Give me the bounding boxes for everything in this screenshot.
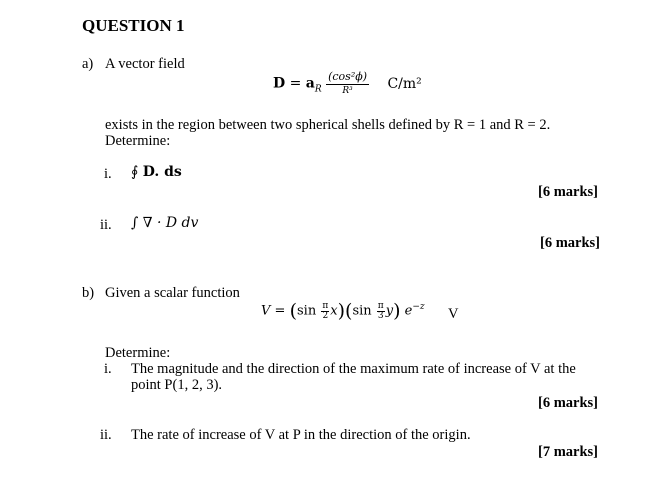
equation-denominator: R³ [342, 86, 353, 96]
part-b-item-ii-line1: The rate of increase of V at P in the direction of the origin. [131, 427, 471, 443]
equation-fraction [326, 70, 369, 97]
part-b-item-ii-marks: [7 marks] [537, 444, 598, 460]
part-a-determine: Determine: [105, 133, 171, 149]
equation-numerator: (cos²ϕ) [328, 70, 368, 83]
part-b-item-ii-num: ii. [100, 427, 112, 443]
function-sin-2: sin [352, 303, 372, 319]
vector-field-equation [273, 70, 422, 97]
part-a-intro: A vector field [105, 56, 185, 72]
region-text: exists in the region between two spherical shells defined by R = 1 and R = 2. [105, 117, 551, 133]
function-fraction-2 [377, 302, 385, 321]
closed-integral-symbol: ∮ [131, 164, 139, 180]
part-a-label: a) [82, 56, 94, 72]
part-b-intro: Given a scalar function [105, 285, 240, 301]
equation-equals: = [289, 75, 302, 92]
part-a-item-i-expr [131, 164, 182, 180]
function-equals: = [274, 303, 286, 319]
question-title: QUESTION 1 [82, 16, 185, 35]
equation-unit: C/m² [387, 75, 422, 92]
function-fraction-1 [321, 302, 329, 321]
function-pi-2: π [377, 300, 384, 311]
part-b-item-i-num: i. [104, 361, 112, 377]
scalar-function-equation: V = (sin $\frac{\pi}{2}$ x)(sin $\frac{\pi}{3}$ y) $e^{-z}$ [261, 300, 425, 322]
equation-lhs: D [273, 75, 286, 92]
equation-unit-vector: a [305, 75, 315, 92]
part-b-item-i-line1: The magnitude and the direction of the maximum rate of increase of V at the [131, 361, 576, 377]
function-var-2: y [385, 303, 394, 319]
integral-symbol: ∫ [131, 215, 139, 231]
function-pi-1: π [322, 300, 329, 311]
part-a-item-ii-expr [131, 215, 198, 231]
equation-unit-vector-sub: R [314, 84, 322, 95]
part-a-item-i-marks: [6 marks] [537, 184, 598, 200]
part-a-item-ii-marks: [6 marks] [539, 235, 600, 251]
function-lhs: V [261, 303, 271, 319]
part-a-item-i-num: i. [104, 166, 112, 182]
part-b-label: b) [82, 285, 95, 301]
function-var-1: x [330, 303, 338, 319]
function-sin-1: sin [297, 303, 317, 319]
function-unit: V [448, 306, 459, 322]
part-b-determine: Determine: [105, 345, 171, 361]
function-exp-base: e [404, 303, 413, 319]
part-a-item-ii-body: ∇ · D dv [142, 215, 199, 231]
function-den-2: 3 [377, 310, 384, 321]
function-exp-power: −z [412, 302, 425, 313]
function-den-1: 2 [322, 310, 329, 321]
part-b-item-i-line2: point P(1, 2, 3). [131, 377, 223, 393]
part-a-item-i-body: D. ds [142, 164, 182, 180]
part-a-item-ii-num: ii. [100, 217, 112, 233]
part-b-item-i-marks: [6 marks] [537, 395, 598, 411]
